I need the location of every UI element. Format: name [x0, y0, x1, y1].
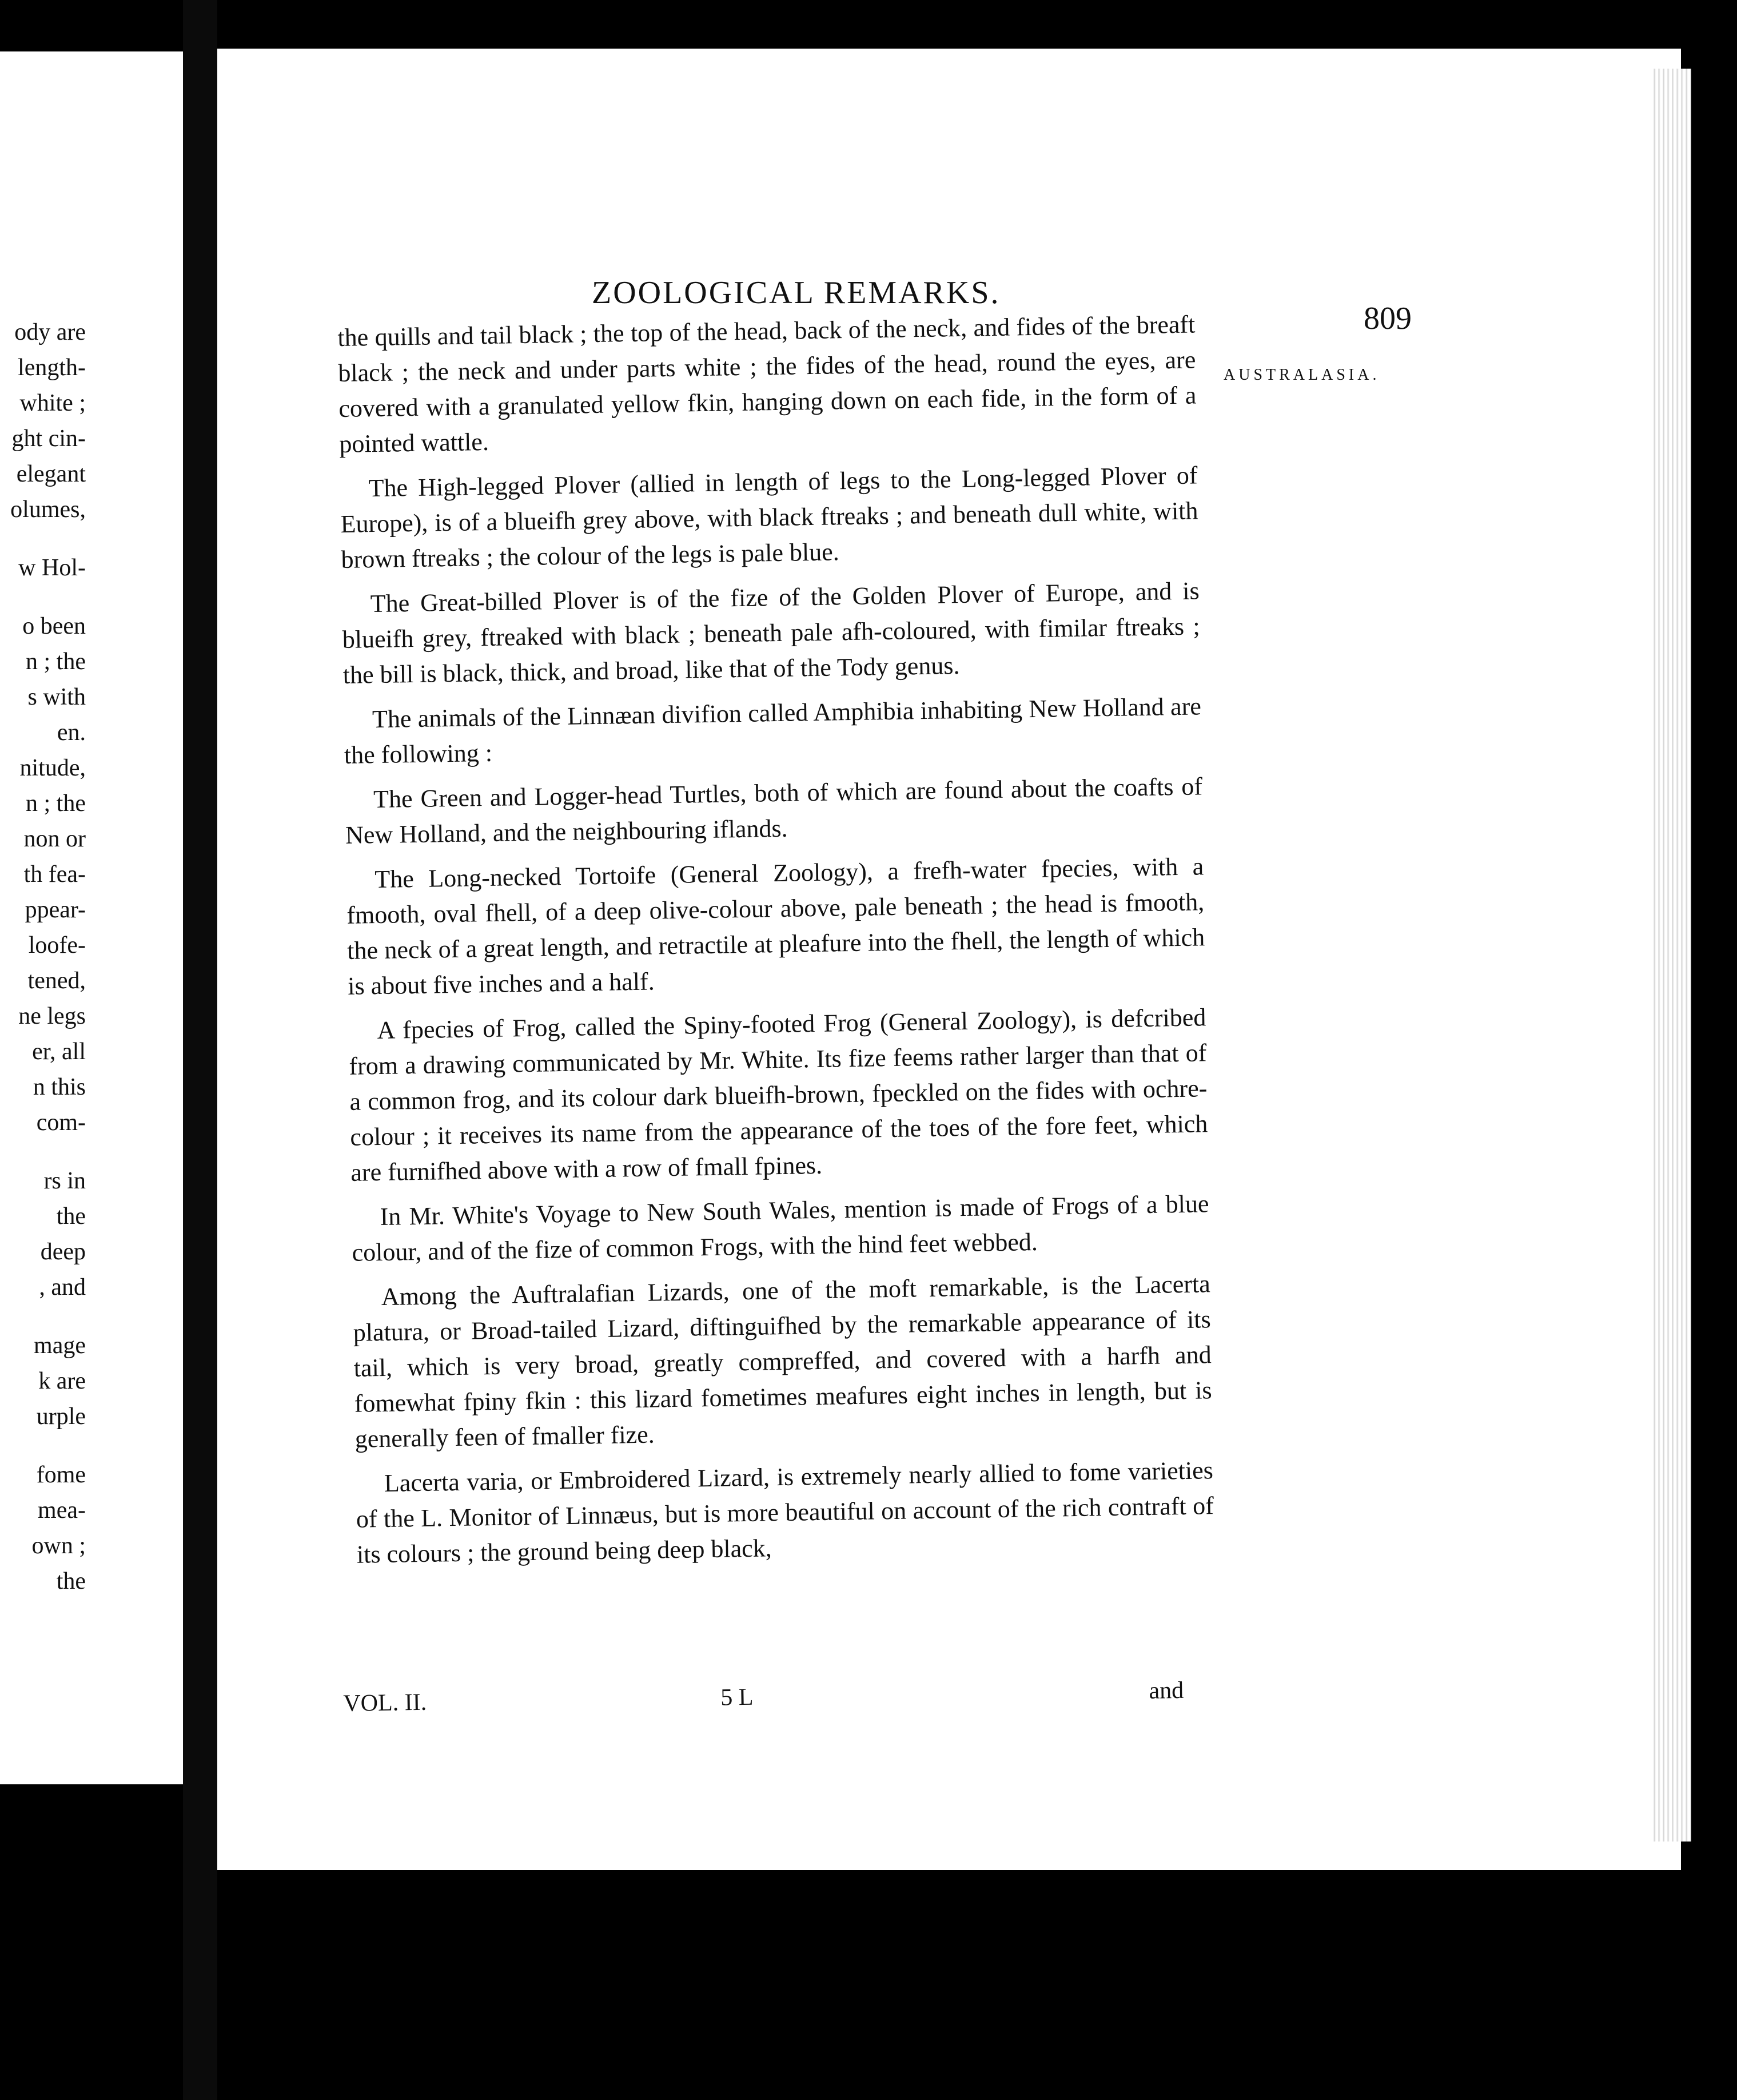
- left-page-line: k are: [38, 1368, 86, 1394]
- left-page-line: nitude,: [19, 755, 86, 781]
- left-page-text: [0, 315, 86, 1599]
- paragraph: The Green and Logger-head Turtles, both of which are found about the coafts of New Holland, and the neighbouring iflands.: [345, 772, 1203, 849]
- left-page-line: olumes,: [10, 496, 86, 523]
- left-page-line: [0, 1434, 86, 1457]
- paragraph: the quills and tail black ; the top of the head, back of the neck, and fides of the breaft black ; the neck and under parts white ; the fides of the head, round the eyes, are covered with a granulated yellow fkin, hanging down on each fide, in the form of a pointed wattle.: [337, 310, 1197, 458]
- body-text: [337, 307, 1214, 1581]
- left-page-line: n this: [33, 1074, 86, 1100]
- left-page-line: rs in: [43, 1168, 86, 1194]
- left-page-line: length-: [18, 355, 86, 381]
- left-page-line: ght cin-: [11, 425, 86, 452]
- left-page-line: the: [56, 1568, 86, 1594]
- volume-label: VOL. II.: [343, 1689, 427, 1717]
- left-page-line: mea-: [38, 1497, 86, 1524]
- left-page-line: fome: [36, 1462, 86, 1488]
- left-page-line: o been: [22, 613, 86, 639]
- left-page-line: the: [56, 1203, 86, 1230]
- left-page-line: white ;: [19, 390, 86, 416]
- page-number: 809: [1364, 301, 1412, 336]
- left-page-line: th fea-: [23, 861, 86, 888]
- left-page-line: elegant: [16, 461, 86, 487]
- left-page-line: s with: [27, 684, 86, 710]
- left-page-line: [0, 586, 86, 608]
- left-page-line: ody are: [14, 319, 86, 345]
- left-page-line: mage: [34, 1333, 86, 1359]
- left-page-line: en.: [57, 719, 86, 746]
- paragraph: Lacerta varia, or Embroidered Lizard, is extremely nearly allied to fome varieties of the L. Monitor of Linnæus, but is more beautiful on account of the rich contraft of its colours ; the ground being deep black,: [356, 1456, 1214, 1569]
- left-page-line: non or: [23, 826, 86, 852]
- left-page-line: n ; the: [26, 649, 86, 675]
- left-page-line: er, all: [32, 1039, 86, 1065]
- left-page-line: ppear-: [25, 897, 86, 923]
- margin-note: AUSTRALASIA.: [1224, 366, 1380, 384]
- paragraph: The Great-billed Plover is of the fize of the Golden Plover of Europe, and is blueifh grey, ftreaked with black ; beneath pale afh-coloured, with fimilar ftreaks ; the bill is black, thick, and broad, like that of the Tody genus.: [342, 576, 1200, 689]
- left-page-line: loofe-: [28, 932, 86, 958]
- left-page-line: , and: [39, 1274, 86, 1300]
- left-page-line: own ;: [31, 1533, 86, 1559]
- left-page: [0, 51, 183, 1784]
- left-page-line: tened,: [27, 968, 86, 994]
- page-edges: [1651, 69, 1691, 1842]
- signature-mark: 5 L: [720, 1684, 754, 1711]
- left-page-line: [0, 1140, 86, 1163]
- left-page-line: w Hol-: [18, 555, 86, 581]
- catchword: and: [1149, 1677, 1184, 1704]
- paragraph: A fpecies of Frog, called the Spiny-footed Frog (General Zoology), is defcribed from a drawing communicated by Mr. White. Its fize feems rather larger than that of a common frog, and its colour dark blueifh-brown, fpeckled on the fides with ochre-colour ; it receives its name from the appearance of the toes of the fore feet, which are furnifhed above with a row of fmall fpines.: [349, 1003, 1208, 1187]
- left-page-line: [0, 1305, 86, 1328]
- left-page-line: ne legs: [18, 1003, 86, 1029]
- left-page-line: deep: [40, 1239, 86, 1265]
- paragraph: Among the Auftralafian Lizards, one of the moft remarkable, is the Lacerta platura, or Broad-tailed Lizard, diftinguifhed by the remarkable appearance of its tail, which is very broad, greatly compreffed, and covered with a harfh and fomewhat fpiny fkin : this lizard fometimes meafures eight inches in length, but is generally feen of fmaller fize.: [353, 1270, 1212, 1453]
- paragraph: In Mr. White's Voyage to New South Wales, mention is made of Frogs of a blue colour, and of the fize of common Frogs, with the hind feet webbed.: [352, 1190, 1209, 1267]
- paragraph: The High-legged Plover (allied in length of legs to the Long-legged Plover of Europe), is of a blueifh grey above, with black ftreaks ; and beneath dull white, with brown ftreaks ; the colour of the legs is pale blue.: [340, 461, 1198, 574]
- left-page-line: urple: [36, 1403, 86, 1430]
- left-page-line: com-: [36, 1109, 86, 1136]
- left-page-line: [0, 527, 86, 550]
- paragraph: The animals of the Linnæan divifion called Amphibia inhabiting New Holland are the following :: [344, 692, 1202, 769]
- book-gutter: [183, 0, 217, 2100]
- paragraph: The Long-necked Tortoife (General Zoology), a frefh-water fpecies, with a fmooth, oval fhell, of a deep olive-colour above, pale beneath ; the head is fmooth, the neck of a great length, and retractile at pleafure into the fhell, the length of which is about five inches and a half.: [346, 852, 1205, 1000]
- left-page-line: n ; the: [26, 790, 86, 817]
- running-head: ZOOLOGICAL REMARKS.: [592, 275, 1001, 311]
